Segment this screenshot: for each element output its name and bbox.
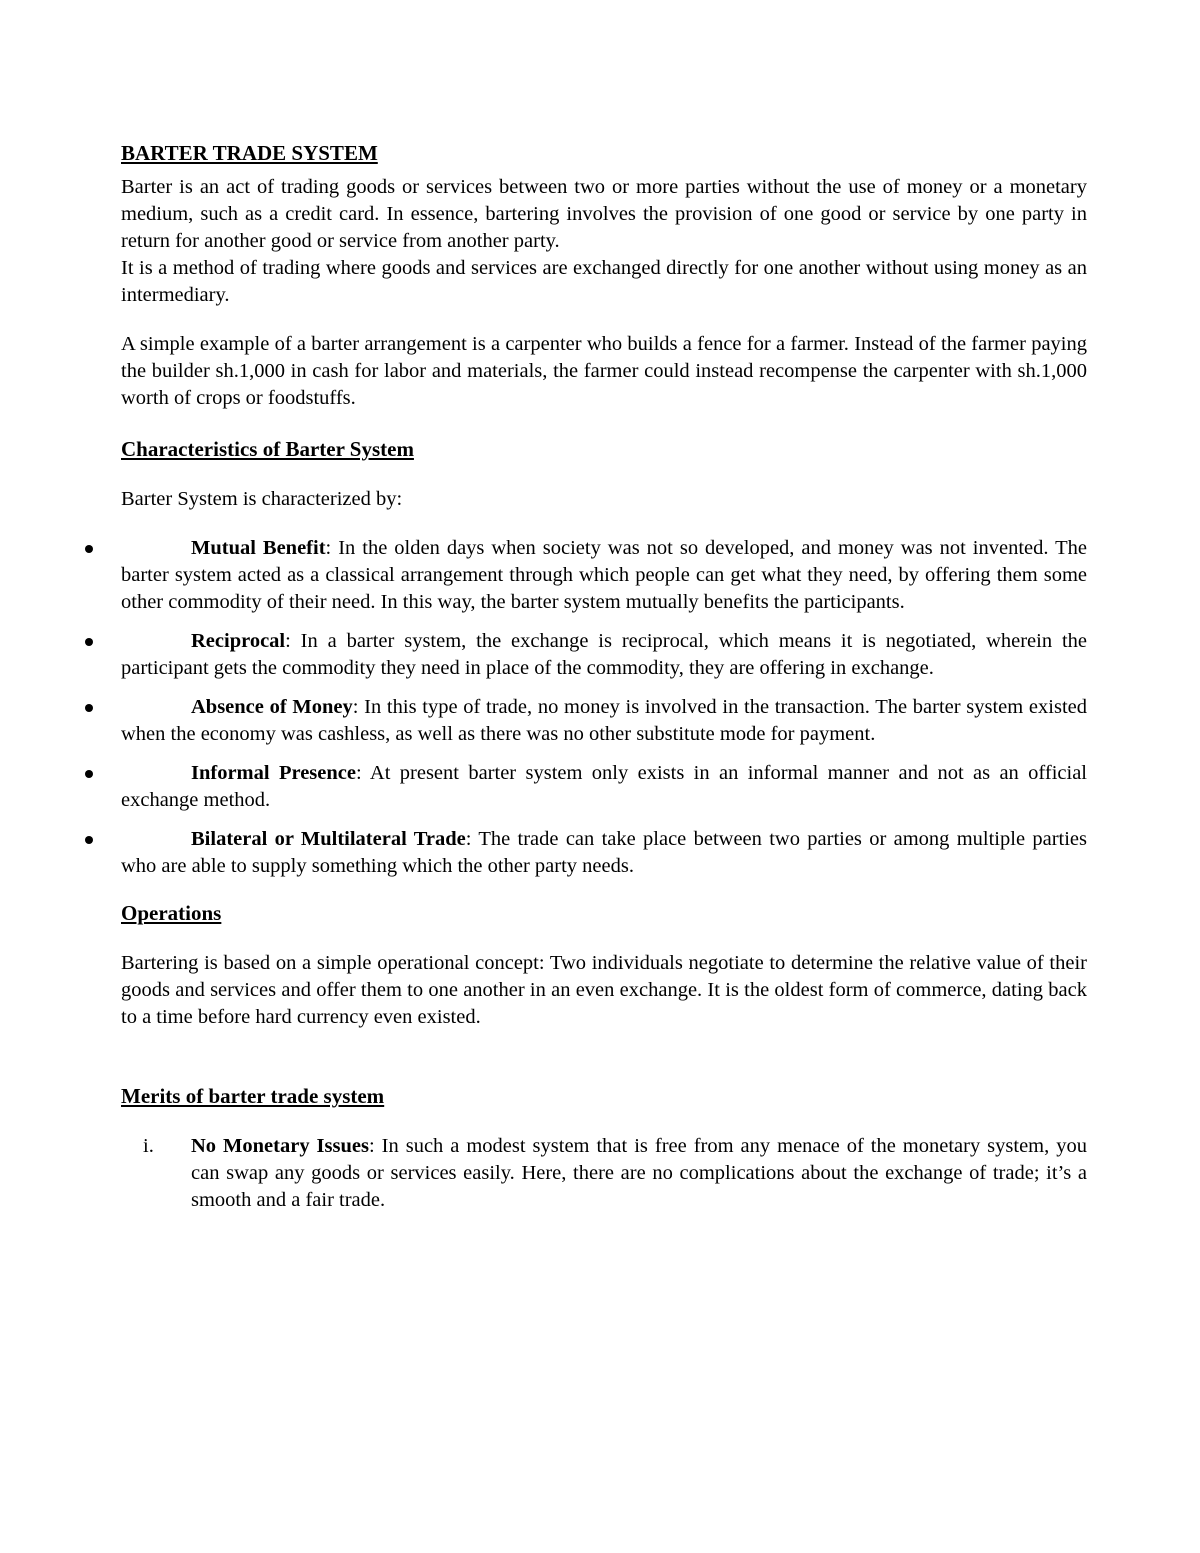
list-item-term: Bilateral or Multilateral Trade xyxy=(191,828,466,850)
list-item-marker: i. xyxy=(143,1135,154,1157)
merits-list xyxy=(121,1133,1087,1214)
list-item-term: Informal Presence xyxy=(191,762,356,784)
list-item-text: : In a barter system, the exchange is reciprocal, which means it is negotiated, wherein the participant gets the commodity they need in place of the commodity, they are offering in exchange. xyxy=(121,630,1087,679)
list-item xyxy=(143,1133,1087,1214)
bullet-icon xyxy=(85,704,93,712)
list-item xyxy=(121,826,1087,880)
list-item-term: Reciprocal xyxy=(191,630,286,652)
bullet-icon xyxy=(85,638,93,646)
operations-heading: Operations xyxy=(121,901,222,925)
list-item xyxy=(121,760,1087,814)
list-item-text: : The trade can take place between two parties or among multiple parties who are able to supply something which the other party needs. xyxy=(121,828,1087,877)
list-item xyxy=(121,628,1087,682)
characteristics-heading: Characteristics of Barter System xyxy=(121,437,414,461)
list-item-text: : At present barter system only exists in an informal manner and not as an official exchange method. xyxy=(121,762,1087,811)
list-item-term: Absence of Money xyxy=(191,696,353,718)
list-item xyxy=(121,535,1087,616)
list-item-term: Mutual Benefit xyxy=(191,537,326,559)
example-paragraph: A simple example of a barter arrangement is a carpenter who builds a fence for a farmer. Instead of the farmer paying the builder sh.1,000 in cash for labor and materials, the farmer could instead recompense the carpenter with sh.1,000 worth of crops or foodstuffs. xyxy=(121,333,1087,409)
intro-paragraph-2: It is a method of trading where goods and services are exchanged directly for one another without using money as an intermediary. xyxy=(121,257,1087,306)
intro-paragraph: Barter is an act of trading goods or services between two or more parties without the use of money or a monetary medium, such as a credit card. In essence, bartering involves the provision of one good or service by one party in return for another good or service from another party. xyxy=(121,176,1087,252)
document-page xyxy=(121,138,1087,1214)
operations-paragraph: Bartering is based on a simple operational concept: Two individuals negotiate to determine the relative value of their goods and services and offer them to one another in an even exchange. It is the oldest form of commerce, dating back to a time before hard currency even existed. xyxy=(121,952,1087,1028)
list-item xyxy=(121,694,1087,748)
bullet-icon xyxy=(85,836,93,844)
list-item-text: : In such a modest system that is free from any menace of the monetary system, you can swap any goods or services easily. Here, there are no complications about the exchange of trade; it’s a smooth and a fair trade. xyxy=(191,1135,1087,1211)
list-item-text: : In the olden days when society was not so developed, and money was not invented. The barter system acted as a classical arrangement through which people can get what they need, by offering them some other commodity of their need. In this way, the barter system mutually benefits the participants. xyxy=(121,537,1088,613)
bullet-icon xyxy=(85,770,93,778)
list-item-term: No Monetary Issues xyxy=(191,1135,369,1157)
characteristics-list xyxy=(121,535,1087,880)
characteristics-lead: Barter System is characterized by: xyxy=(121,488,403,510)
document-title: BARTER TRADE SYSTEM xyxy=(121,141,378,165)
bullet-icon xyxy=(85,545,93,553)
merits-heading: Merits of barter trade system xyxy=(121,1084,385,1108)
list-item-text: : In this type of trade, no money is involved in the transaction. The barter system existed when the economy was cashless, as well as there was no other substitute mode for payment. xyxy=(121,696,1087,745)
